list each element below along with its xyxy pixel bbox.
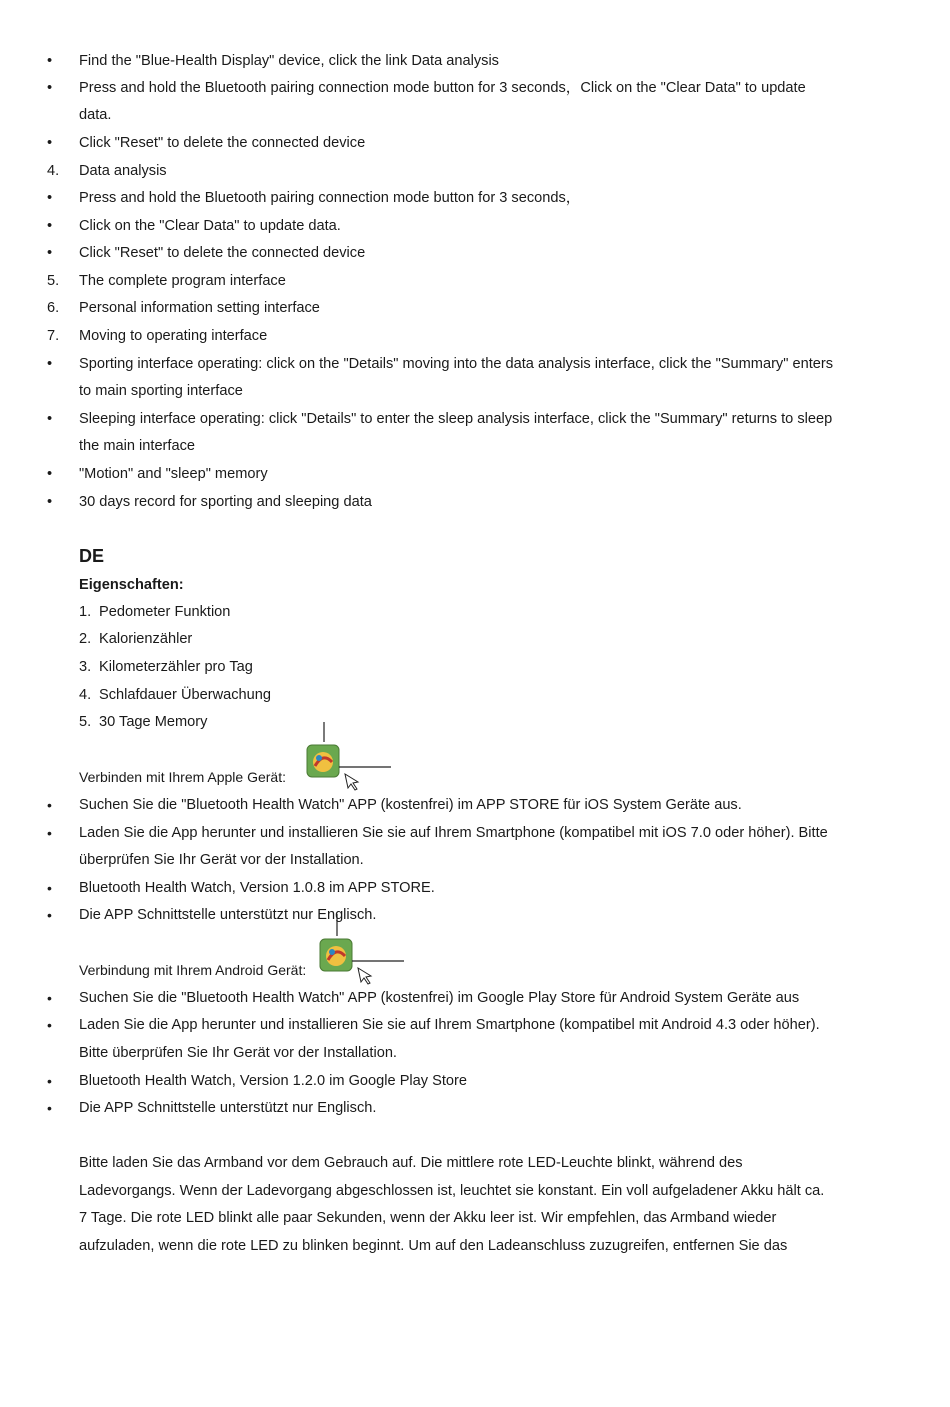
list-item-text: Bitte überprüfen Sie Ihr Gerät vor der Installation. (79, 1045, 397, 1061)
list-marker: • (47, 494, 53, 510)
list-item (0, 1014, 950, 1036)
apple-connect-label: Verbinden mit Ihrem Apple Gerät: (79, 769, 286, 785)
list-item (0, 408, 950, 430)
list-marker: 4. (47, 163, 60, 179)
list-item (0, 491, 950, 513)
feature-text: Kilometerzähler pro Tag (99, 659, 253, 675)
list-item-continuation (0, 1042, 950, 1064)
feature-number: 5. (79, 714, 92, 730)
paragraph-text: aufzuladen, wenn die rote LED zu blinken beginnt. Um auf den Ladeanschluss zuzugreifen, entfernen Sie das (79, 1238, 788, 1254)
features-subheading: Eigenschaften: (79, 577, 184, 593)
feature-text: Schlafdauer Überwachung (99, 687, 271, 703)
list-item-continuation (0, 380, 950, 402)
list-item-text: Suchen Sie die "Bluetooth Health Watch" APP (kostenfrei) im APP STORE für iOS System Geräte aus. (79, 797, 742, 813)
list-item (0, 187, 950, 209)
list-item-text: Laden Sie die App herunter und installieren Sie sie auf Ihrem Smartphone (kompatibel mit iOS 7.0 oder höher). Bitte (79, 825, 828, 841)
list-item-text: the main interface (79, 438, 196, 454)
list-item-text: Die APP Schnittstelle unterstützt nur Englisch. (79, 907, 377, 923)
feature-item (0, 684, 950, 706)
list-item (0, 325, 950, 347)
list-item-text: 30 days record for sporting and sleeping data (79, 494, 372, 510)
list-item-text: Laden Sie die App herunter und installieren Sie sie auf Ihrem Smartphone (kompatibel mit Android 4.3 oder höher). (79, 1017, 820, 1033)
list-item (0, 794, 950, 816)
list-item (0, 160, 950, 182)
list-item-text: Personal information setting interface (79, 300, 320, 316)
list-item-text: Find the "Blue-Health Display" device, click the link Data analysis (79, 53, 499, 69)
list-item (0, 242, 950, 264)
list-item-text: The complete program interface (79, 273, 286, 289)
list-item (0, 463, 950, 485)
section-heading-row (0, 545, 950, 567)
paragraph-text: Ladevorgangs. Wenn der Ladevorgang abgeschlossen ist, leuchtet sie konstant. Ein voll aufgeladener Akku hält ca. (79, 1183, 825, 1199)
feature-text: 30 Tage Memory (99, 714, 208, 730)
feature-number: 2. (79, 631, 92, 647)
list-marker: • (47, 466, 53, 482)
list-item (0, 50, 950, 72)
list-marker: • (47, 190, 53, 206)
feature-number: 4. (79, 687, 92, 703)
feature-item (0, 601, 950, 623)
feature-text: Kalorienzähler (99, 631, 193, 647)
app-icon-pointer-illustration (318, 914, 408, 988)
paragraph-line (0, 1235, 950, 1257)
subheading-row (0, 574, 950, 596)
list-item (0, 987, 950, 1009)
paragraph-line (0, 1207, 950, 1229)
list-item-text: Click on the "Clear Data" to update data. (79, 218, 341, 234)
list-item-text: Bluetooth Health Watch, Version 1.0.8 im APP STORE. (79, 880, 435, 896)
list-marker: • (47, 356, 53, 372)
feature-item (0, 628, 950, 650)
bullet-marker: • (47, 797, 52, 813)
list-item (0, 904, 950, 926)
list-marker: • (47, 245, 53, 261)
list-item (0, 270, 950, 292)
list-item (0, 353, 950, 375)
list-item-continuation (0, 104, 950, 126)
list-item-text: "Motion" and "sleep" memory (79, 466, 268, 482)
list-marker: • (47, 218, 53, 234)
android-connect-label: Verbindung mit Ihrem Android Gerät: (79, 962, 307, 978)
list-item-text: Press and hold the Bluetooth pairing connection mode button for 3 seconds， (79, 190, 581, 206)
bullet-marker: • (47, 990, 52, 1006)
android-connect-row (0, 959, 950, 981)
bullet-marker: • (47, 1100, 52, 1116)
paragraph-text: Bitte laden Sie das Armband vor dem Gebrauch auf. Die mittlere rote LED-Leuchte blinkt, während des (79, 1155, 743, 1171)
list-marker: 5. (47, 273, 60, 289)
list-item (0, 877, 950, 899)
list-item-text: Suchen Sie die "Bluetooth Health Watch" APP (kostenfrei) im Google Play Store für Android System Geräte aus (79, 990, 800, 1006)
list-item (0, 77, 950, 99)
feature-number: 3. (79, 659, 92, 675)
paragraph-line (0, 1180, 950, 1202)
list-marker: • (47, 53, 53, 69)
feature-item (0, 711, 950, 733)
bullet-marker: • (47, 1017, 52, 1033)
list-item-text: Press and hold the Bluetooth pairing connection mode button for 3 seconds，Click on the "Clear Data" to update (79, 80, 806, 96)
list-item-text: überprüfen Sie Ihr Gerät vor der Installation. (79, 852, 364, 868)
list-item-text: Moving to operating interface (79, 328, 268, 344)
paragraph-line (0, 1152, 950, 1174)
list-marker: 6. (47, 300, 60, 316)
list-item (0, 297, 950, 319)
feature-text: Pedometer Funktion (99, 604, 231, 620)
list-item-text: Bluetooth Health Watch, Version 1.2.0 im Google Play Store (79, 1073, 468, 1089)
list-item (0, 215, 950, 237)
bullet-marker: • (47, 907, 52, 923)
list-item (0, 132, 950, 154)
apple-connect-row (0, 766, 950, 788)
list-marker: • (47, 135, 53, 151)
list-item-text: Sporting interface operating: click on the "Details" moving into the data analysis interface, click the "Summary" enters (79, 356, 834, 372)
bullet-marker: • (47, 880, 52, 896)
bullet-marker: • (47, 825, 52, 841)
bullet-marker: • (47, 1073, 52, 1089)
list-item-continuation (0, 435, 950, 457)
list-item-text: Data analysis (79, 163, 167, 179)
list-marker: • (47, 411, 53, 427)
list-item (0, 1097, 950, 1119)
app-icon-pointer-illustration (305, 722, 395, 794)
list-item-text: to main sporting interface (79, 383, 243, 399)
section-heading: DE (79, 546, 105, 566)
list-item-text: Click "Reset" to delete the connected device (79, 135, 366, 151)
list-item-text: Click "Reset" to delete the connected device (79, 245, 366, 261)
list-marker: • (47, 80, 53, 96)
paragraph-text: 7 Tage. Die rote LED blinkt alle paar Sekunden, wenn der Akku leer ist. Wir empfehlen, das Armband wieder (79, 1210, 777, 1226)
list-item-text: data. (79, 107, 112, 123)
list-marker: 7. (47, 328, 60, 344)
list-item-text: Sleeping interface operating: click "Details" to enter the sleep analysis interface, click the "Summary" returns to sleep (79, 411, 833, 427)
list-item-text: Die APP Schnittstelle unterstützt nur Englisch. (79, 1100, 377, 1116)
list-item (0, 822, 950, 844)
list-item-continuation (0, 849, 950, 871)
list-item (0, 1070, 950, 1092)
feature-item (0, 656, 950, 678)
feature-number: 1. (79, 604, 92, 620)
